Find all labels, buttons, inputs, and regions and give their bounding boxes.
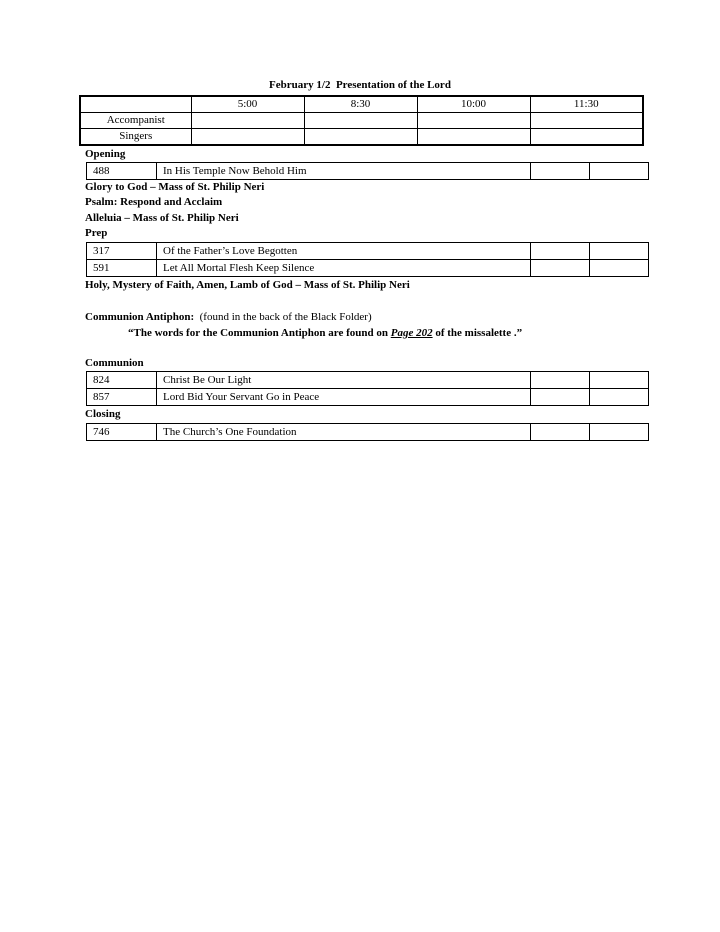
schedule-cell — [304, 129, 417, 146]
closing-hymns-table — [86, 423, 649, 441]
section-alleluia: Alleluia – Mass of St. Philip Neri — [85, 212, 239, 224]
hymn-cell — [531, 163, 590, 180]
prep-hymns-table — [86, 242, 649, 277]
hymn-cell — [590, 260, 649, 277]
schedule-row-singers — [80, 129, 643, 146]
communion-antiphon-line — [85, 311, 372, 324]
time-header: 10:00 — [417, 96, 530, 113]
hymn-cell — [531, 389, 590, 406]
hymn-cell — [531, 372, 590, 389]
antiphon-label: Communion Antiphon: — [85, 311, 195, 323]
section-prep: Prep — [85, 227, 108, 239]
antiphon-quote-end: of the missalette .” — [432, 327, 523, 339]
antiphon-quote — [128, 327, 522, 340]
time-header: 5:00 — [191, 96, 304, 113]
communion-hymns-table — [86, 371, 649, 406]
opening-hymns-table — [86, 162, 649, 180]
hymn-row — [87, 260, 649, 277]
schedule-cell — [417, 129, 530, 146]
hymn-title: Of the Father’s Love Begotten — [157, 243, 531, 260]
schedule-cell — [417, 113, 530, 129]
row-label: Singers — [80, 129, 191, 146]
hymn-number: 857 — [87, 389, 157, 406]
section-closing: Closing — [85, 408, 121, 420]
antiphon-quote-start: “The words for the Communion Antiphon are found on — [128, 327, 391, 339]
hymn-number: 488 — [87, 163, 157, 180]
schedule-cell — [304, 113, 417, 129]
hymn-row — [87, 243, 649, 260]
hymn-title: In His Temple Now Behold Him — [157, 163, 531, 180]
hymn-cell — [531, 424, 590, 441]
hymn-row — [87, 163, 649, 180]
schedule-row-accompanist — [80, 113, 643, 129]
hymn-number: 591 — [87, 260, 157, 277]
hymn-number: 824 — [87, 372, 157, 389]
hymn-row — [87, 389, 649, 406]
row-label: Accompanist — [80, 113, 191, 129]
hymn-cell — [590, 389, 649, 406]
schedule-header-row — [80, 96, 643, 113]
hymn-cell — [531, 260, 590, 277]
schedule-table — [79, 95, 644, 146]
hymn-title: Christ Be Our Light — [157, 372, 531, 389]
schedule-cell — [530, 129, 643, 146]
time-header: 8:30 — [304, 96, 417, 113]
section-holy: Holy, Mystery of Faith, Amen, Lamb of God – Mass of St. Philip Neri — [85, 279, 410, 291]
hymn-title: The Church’s One Foundation — [157, 424, 531, 441]
hymn-row — [87, 424, 649, 441]
hymn-title: Lord Bid Your Servant Go in Peace — [157, 389, 531, 406]
section-opening: Opening — [85, 148, 126, 160]
hymn-title: Let All Mortal Flesh Keep Silence — [157, 260, 531, 277]
hymn-number: 746 — [87, 424, 157, 441]
hymn-cell — [590, 372, 649, 389]
hymn-cell — [590, 424, 649, 441]
hymn-number: 317 — [87, 243, 157, 260]
hymn-cell — [531, 243, 590, 260]
section-communion: Communion — [85, 357, 144, 369]
schedule-corner-cell — [80, 96, 191, 113]
schedule-cell — [530, 113, 643, 129]
section-psalm: Psalm: Respond and Acclaim — [85, 196, 223, 208]
hymn-row — [87, 372, 649, 389]
page-title: February 1/2 Presentation of the Lord — [269, 79, 451, 91]
schedule-cell — [191, 113, 304, 129]
antiphon-note: (found in the back of the Black Folder) — [199, 311, 372, 323]
antiphon-page-ref: Page 202 — [390, 327, 433, 339]
hymn-cell — [590, 163, 649, 180]
section-gloria: Glory to God – Mass of St. Philip Neri — [85, 181, 265, 193]
hymn-cell — [590, 243, 649, 260]
time-header: 11:30 — [530, 96, 643, 113]
schedule-cell — [191, 129, 304, 146]
